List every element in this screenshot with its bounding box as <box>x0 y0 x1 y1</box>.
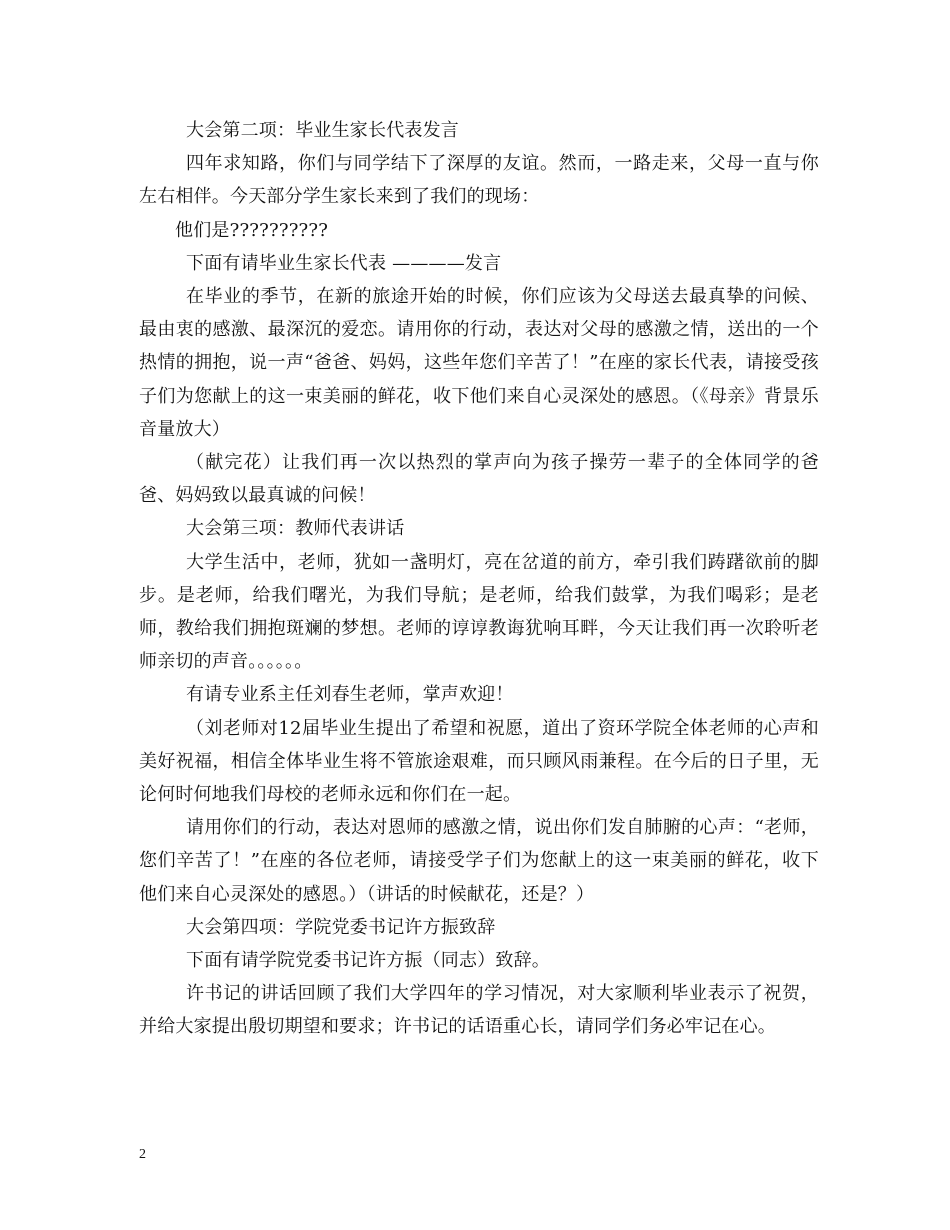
paragraph: 他们是?????????? <box>175 219 329 241</box>
section-heading-3: 大会第三项：教师代表讲话 <box>186 518 405 540</box>
paragraph: 在毕业的季节，在新的旅途开始的时候，你们应该为父母送去最真挚的问候、最由衷的感激、最深沉的爱恋。请用你的行动，表达对父母的感激之情，送出的一个热情的拥抱，说一声“爸爸、妈妈，这些年您们辛苦了！”在座的家长代表，请接受孩子们为您献上的这一束美丽的鲜花，收下他们来自心灵深处的感恩。（《母亲》背景乐音量放大） <box>139 286 819 440</box>
document-body <box>139 114 819 1044</box>
paragraph: 请用你们的行动，表达对恩师的感激之情，说出你们发自肺腑的心声：“老师，您们辛苦了！”在座的各位老师，请接受学子们为您献上的这一束美丽的鲜花，收下他们来自心灵深处的感恩。）（讲话的时候献花，还是？） <box>139 817 819 905</box>
paragraph: 四年求知路，你们与同学结下了深厚的友谊。然而，一路走来，父母一直与你左右相伴。今天部分学生家长来到了我们的现场： <box>139 153 819 208</box>
paragraph: 大学生活中，老师，犹如一盏明灯，亮在岔道的前方，牵引我们踌躇欲前的脚步。是老师，给我们曙光，为我们导航；是老师，给我们鼓掌，为我们喝彩；是老师，教给我们拥抱斑斓的梦想。老师的谆谆教诲犹响耳畔，今天让我们再一次聆听老师亲切的声音。。。。。。 <box>139 551 819 673</box>
paragraph: （刘老师对12届毕业生提出了希望和祝愿，道出了资环学院全体老师的心声和美好祝福，相信全体毕业生将不管旅途艰难，而只顾风雨兼程。在今后的日子里，无论何时何地我们母校的老师永远和你们在一起。 <box>139 717 819 806</box>
paragraph: 有请专业系主任刘春生老师，掌声欢迎！ <box>186 684 514 706</box>
page-number: 2 <box>139 1147 146 1162</box>
paragraph: 下面有请学院党委书记许方振（同志）致辞。 <box>186 950 550 972</box>
section-heading-4: 大会第四项：学院党委书记许方振致辞 <box>186 916 496 938</box>
paragraph: 许书记的讲话回顾了我们大学四年的学习情况，对大家顺利毕业表示了祝贺，并给大家提出殷切期望和要求；许书记的话语重心长，请同学们务必牢记在心。 <box>139 983 819 1038</box>
paragraph: （献完花）让我们再一次以热烈的掌声向为孩子操劳一辈子的全体同学的爸爸、妈妈致以最真诚的问候！ <box>139 452 819 507</box>
section-heading-2: 大会第二项：毕业生家长代表发言 <box>186 120 459 141</box>
paragraph: 下面有请毕业生家长代表 ————发言 <box>186 252 502 274</box>
